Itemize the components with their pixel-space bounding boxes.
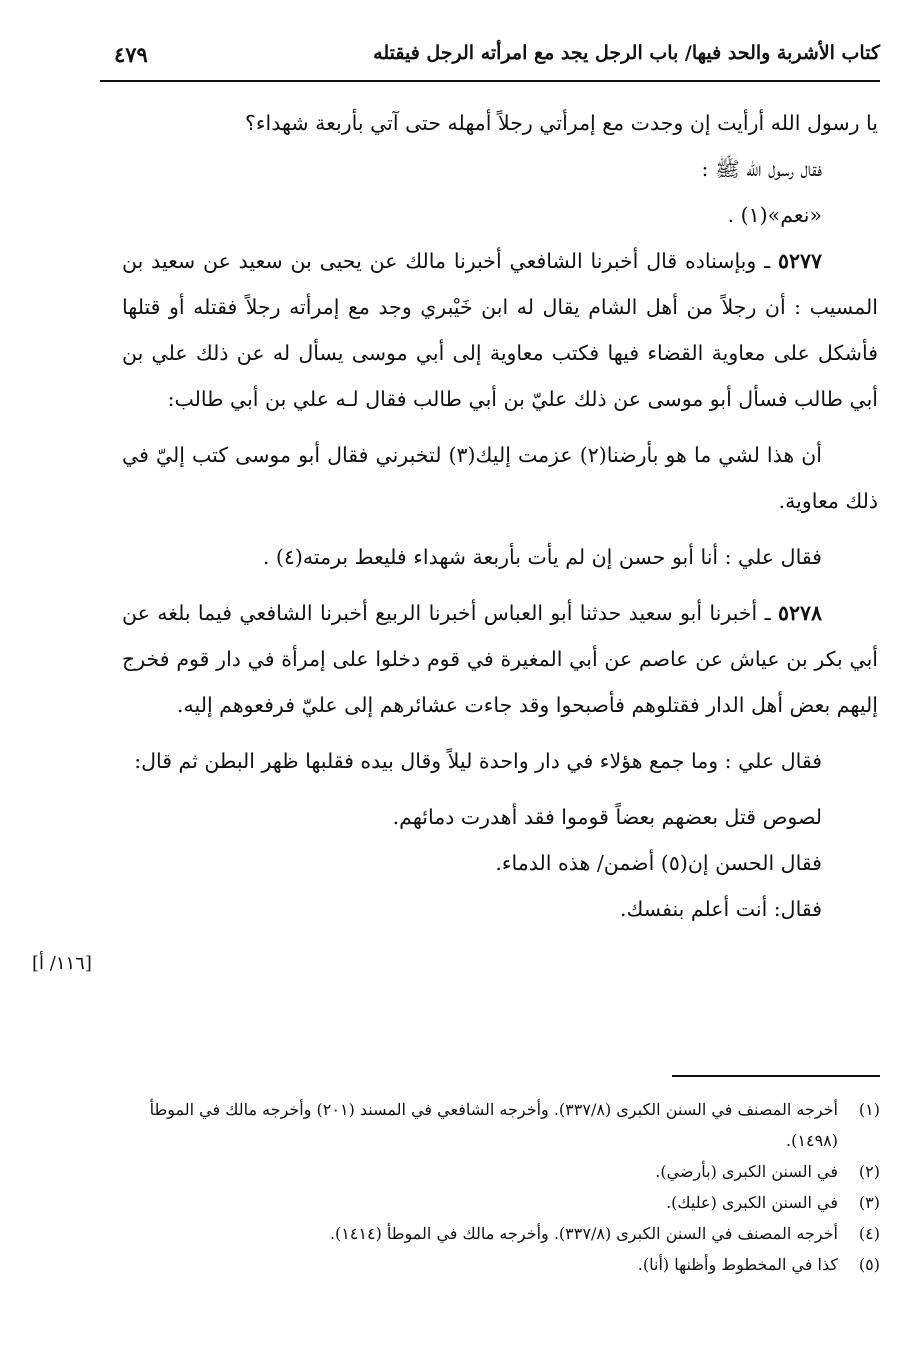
footnote bbox=[112, 1187, 880, 1218]
hadith-number: ٥٢٧٨ bbox=[777, 601, 822, 625]
quote-line: لصوص قتل بعضهم بعضاً قوموا فقد أهدرت دمائهم. bbox=[392, 805, 822, 829]
text-line: فقال رسول الله ﷺ : bbox=[701, 157, 822, 181]
footnote-number: (٣) bbox=[858, 1193, 880, 1212]
quote-line: فقال: أنت أعلم بنفسك. bbox=[620, 897, 822, 921]
footnote-text: كذا في المخطوط وأظنها (أنا). bbox=[637, 1255, 838, 1274]
footnote-text: أخرجه المصنف في السنن الكبرى (٣٣٧/٨). وأخرجه مالك في الموطأ (١٤١٤). bbox=[329, 1224, 838, 1243]
footnote bbox=[112, 1249, 880, 1280]
footnote-number: (٥) bbox=[858, 1255, 880, 1274]
footnotes bbox=[112, 1094, 880, 1280]
page-number: ٤٧٩ bbox=[114, 42, 148, 67]
footnote-number: (٤) bbox=[858, 1224, 880, 1243]
hadith-text: ـ أخبرنا أبو سعيد حدثنا أبو العباس أخبرنا الربيع أخبرنا الشافعي فيما بلغه عن أبي بكر بن عياش عن عاصم عن أبي المغيرة في قوم دخلوا على إمرأة في دار قوم فخرج إليهم بعض أهل الدار فقتلوهم فأصبحوا وقد جاءت عشائرهم إلى عليّ فرفعوهم إليه. bbox=[122, 601, 878, 717]
footnote-text: أخرجه المصنف في السنن الكبرى (٣٣٧/٨). وأخرجه الشافعي في المسند (٢٠١) وأخرجه مالك في الموطأ (١٤٩٨). bbox=[149, 1100, 838, 1150]
main-text bbox=[122, 100, 878, 932]
hadith-text: ـ وبإسناده قال أخبرنا الشافعي أخبرنا مالك عن يحيى بن سعيد عن سعيد بن المسيب : أن رجلاً من أهل الشام يقال له ابن خَيْبري وجد مع إمرأته رجلاً فقتله أو قتلها فأشكل على معاوية القضاء فيها فكتب معاوية إلى أبي موسى يسأل له عن ذلك علي بن أبي طالب فسأل أبو موسى عن ذلك عليّ بن أبي طالب فقال لـه علي بن أبي طالب: bbox=[122, 249, 878, 411]
footnote-rule bbox=[672, 1075, 880, 1077]
footnote-number: (٢) bbox=[858, 1162, 880, 1181]
text-line: يا رسول الله أرأيت إن وجدت مع إمرأتي رجلاً أمهله حتى آتي بأربعة شهداء؟ bbox=[245, 111, 878, 135]
running-title: كتاب الأشربة والحد فيها/ باب الرجل يجد مع امرأته الرجل فيقتله bbox=[373, 42, 880, 64]
hadith-5277 bbox=[122, 238, 878, 422]
text-line: «نعم»(١) . bbox=[727, 203, 822, 227]
footnote-text: في السنن الكبرى (عليك). bbox=[666, 1193, 838, 1212]
quote-paragraph: فقال علي : وما جمع هؤلاء في دار واحدة ليلاً وقال بيده فقلبها ظهر البطن ثم قال: bbox=[134, 749, 822, 773]
footnote-text: في السنن الكبرى (بأرضي). bbox=[655, 1162, 838, 1181]
manuscript-folio-note: [١١٦/ أ] bbox=[32, 953, 92, 974]
header-rule bbox=[100, 80, 880, 82]
quote-paragraph: فقال علي : أنا أبو حسن إن لم يأت بأربعة شهداء فليعط برمته(٤) . bbox=[262, 545, 822, 569]
hadith-5278 bbox=[122, 590, 878, 728]
footnote bbox=[112, 1218, 880, 1249]
footnote bbox=[112, 1156, 880, 1187]
quote-line: فقال الحسن إن(٥) أضمن/ هذه الدماء. bbox=[495, 851, 822, 875]
hadith-number: ٥٢٧٧ bbox=[777, 249, 822, 273]
page-header bbox=[100, 38, 880, 78]
footnote-number: (١) bbox=[858, 1100, 880, 1119]
quote-paragraph: أن هذا لشي ما هو بأرضنا(٢) عزمت إليك(٣) لتخبرني فقال أبو موسى كتب إليّ في ذلك معاوية. bbox=[122, 443, 878, 513]
footnote bbox=[112, 1094, 880, 1156]
